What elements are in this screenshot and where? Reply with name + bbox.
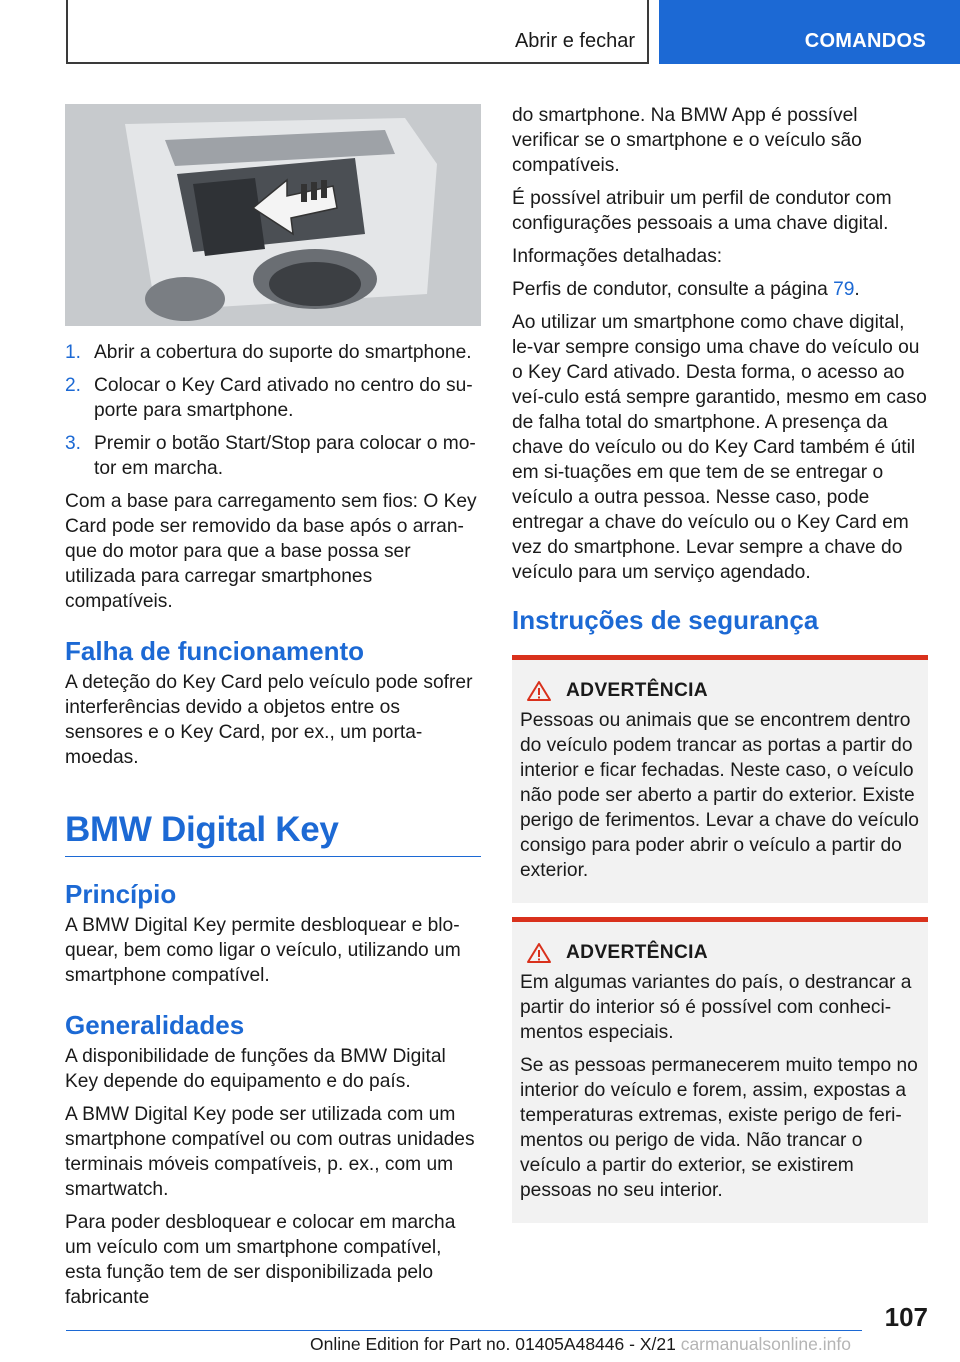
usage-paragraph: Ao utilizar um smartphone como chave digital, le-var sempre consigo uma chave do veículo ou o Key Card ativado. Desta forma, o acesso ao veí-culo está sempre garantido, mesmo em caso de falha total do smartphone. A presença da chave do veículo ou do Key Card também é útil em si-tuações em que tem de se entregar o veículo a outra pessoa. Nesse caso, pode entregar a chave do veículo ou o Key Card em vez do smartphone. Levar sempre a chave do veículo para um serviço agendado. (512, 312, 927, 583)
footer-rule (66, 1330, 862, 1331)
safety-heading: Instruções de segurança (512, 605, 819, 635)
profile-paragraph: É possível atribuir um perfil de condutor com configurações pessoais a uma chave digital. (512, 188, 892, 234)
step-text: Colocar o Key Card ativado no centro do su-porte para smartphone. (94, 375, 473, 421)
reference-end: . (854, 279, 860, 300)
general-paragraph: A disponibilidade de funções da BMW Digital Key depende do equipamento e do país. (65, 1046, 446, 1092)
step-number: 1. (65, 342, 82, 363)
principle-heading: Princípio (65, 879, 177, 909)
warning-triangle-icon (526, 942, 552, 964)
header-section-tab (66, 0, 649, 64)
warning-text: Se as pessoas permanecerem muito tempo no interior do veículo e forem, assim, expostas a temperaturas extremas, existe perigo de feri-mentos ou perigo de vida. Não trancar o veículo a partir do exterior, se existirem pessoas no seu interior. (520, 1055, 918, 1201)
left-column (65, 104, 481, 1318)
right-column (512, 103, 928, 1223)
warning-header (526, 942, 920, 964)
header-section-label: Abrir e fechar (514, 30, 635, 52)
step-text: Abrir a cobertura do suporte do smartphone. (94, 342, 472, 363)
header-chapter-tab (659, 0, 960, 64)
malfunction-paragraph: A deteção do Key Card pelo veículo pode sofrer interferências devido a objetos entre os sensores e o Key Card, por ex., um porta-moedas. (65, 672, 473, 768)
step-item (65, 340, 481, 365)
header-chapter-label: COMANDOS (804, 30, 926, 52)
warning-title: ADVERTÊNCIA (566, 680, 708, 701)
smartphone-tray-illustration (65, 104, 481, 326)
reference-text: Perfis de condutor, consulte a página (512, 279, 834, 300)
footer-text (310, 1334, 851, 1355)
warning-title: ADVERTÊNCIA (566, 942, 708, 963)
warning-text: Em algumas variantes do país, o destrancar a partir do interior só é possível com conheci-mentos especiais. (520, 972, 912, 1043)
smartphone-tray-photo (65, 104, 481, 326)
step-item (65, 373, 481, 423)
step-item (65, 431, 481, 481)
continued-paragraph: do smartphone. Na BMW App é possível verificar se o smartphone e o veículo são compatíveis. (512, 105, 862, 176)
general-paragraph: A BMW Digital Key pode ser utilizada com um smartphone compatível ou com outras unidades terminais móveis compatíveis, p. ex., com um smartwatch. (65, 1104, 475, 1200)
malfunction-heading: Falha de funcionamento (65, 636, 365, 666)
step-text: Premir o botão Start/Stop para colocar o mo-tor em marcha. (94, 433, 476, 479)
digital-key-heading: BMW Digital Key (65, 810, 481, 857)
reference-paragraph (512, 277, 928, 302)
step-list (65, 340, 481, 481)
general-paragraph: Para poder desbloquear e colocar em marcha um veículo com um smartphone compatível, esta função tem de ser disponibilizada pelo fabricante (65, 1212, 456, 1308)
general-heading: Generalidades (65, 1010, 245, 1040)
principle-paragraph: A BMW Digital Key permite desbloquear e blo-quear, bem como ligar o veículo, utilizando um smartphone compatível. (65, 915, 461, 986)
footer-watermark: carmanualsonline.info (680, 1334, 851, 1354)
footer-edition: Online Edition for Part no. 01405A48446 - X/21 (310, 1334, 676, 1354)
warning-triangle-icon (526, 680, 552, 702)
warning-box (512, 917, 928, 1223)
step-number: 2. (65, 375, 82, 396)
page-reference-link[interactable]: 79 (833, 279, 855, 300)
step-number: 3. (65, 433, 82, 454)
warning-box (512, 655, 928, 903)
warning-text: Pessoas ou animais que se encontrem dentro do veículo podem trancar as portas a partir do interior e ficar fechadas. Neste caso, o veículo não pode ser aberto a partir do exterior. Existe perigo de ferimentos. Levar a chave do veículo consigo para poder abrir o veículo a partir do exterior. (520, 710, 919, 881)
details-label: Informações detalhadas: (512, 246, 723, 267)
warning-header (526, 680, 920, 702)
wireless-charging-paragraph: Com a base para carregamento sem fios: O Key Card pode ser removido da base após o arran-que do motor para que a base possa ser utilizada para carregar smartphones compatíveis. (65, 491, 477, 612)
page-number: 107 (884, 1302, 928, 1332)
